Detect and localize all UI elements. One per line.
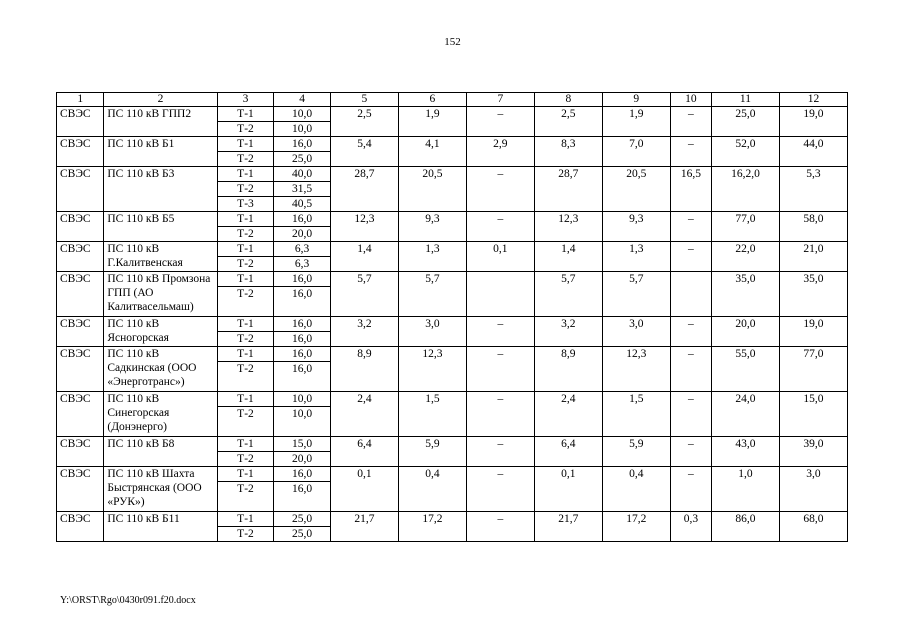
value-cell-col10: – — [670, 212, 711, 242]
value-cell-col12: 5,3 — [779, 167, 847, 212]
substation-name-cell: ПС 110 кВ Г.Калитвенская — [104, 242, 217, 272]
value-cell-col12: 21,0 — [779, 242, 847, 272]
transformer-id-cell: Т-2 — [217, 152, 274, 167]
value-cell-col12: 19,0 — [779, 107, 847, 137]
value-cell-col10: – — [670, 242, 711, 272]
value-cell-col9: 17,2 — [602, 512, 670, 542]
table-row — [57, 272, 848, 287]
column-header: 8 — [534, 93, 602, 107]
value-cell-col12: 58,0 — [779, 212, 847, 242]
value-cell-col11: 20,0 — [711, 317, 779, 347]
value-cell-col7: – — [466, 317, 534, 347]
substation-name-cell: ПС 110 кВ Б3 — [104, 167, 217, 212]
value-cell-col5: 12,3 — [330, 212, 398, 242]
value-cell-col9: 3,0 — [602, 317, 670, 347]
value-cell-col7: – — [466, 437, 534, 467]
value-cell-col6: 0,4 — [398, 467, 466, 512]
column-header: 12 — [779, 93, 847, 107]
value-cell-col5: 8,9 — [330, 347, 398, 392]
transformer-id-cell: Т-3 — [217, 197, 274, 212]
value-cell-col10: 0,3 — [670, 512, 711, 542]
owner-cell: СВЭС — [57, 347, 104, 392]
value-cell-col10: 16,5 — [670, 167, 711, 212]
owner-cell: СВЭС — [57, 467, 104, 512]
transformer-power-cell: 10,0 — [274, 407, 331, 437]
table-row — [57, 467, 848, 482]
transformer-power-cell: 10,0 — [274, 107, 331, 122]
value-cell-col11: 86,0 — [711, 512, 779, 542]
transformer-power-cell: 16,0 — [274, 347, 331, 362]
transformer-id-cell: Т-1 — [217, 272, 274, 287]
value-cell-col11: 1,0 — [711, 467, 779, 512]
transformer-power-cell: 10,0 — [274, 122, 331, 137]
value-cell-col8: 5,7 — [534, 272, 602, 317]
value-cell-col5: 2,5 — [330, 107, 398, 137]
value-cell-col11: 22,0 — [711, 242, 779, 272]
data-table — [56, 92, 848, 542]
value-cell-col6: 12,3 — [398, 347, 466, 392]
value-cell-col5: 3,2 — [330, 317, 398, 347]
transformer-id-cell: Т-2 — [217, 362, 274, 392]
value-cell-col5: 0,1 — [330, 467, 398, 512]
transformer-power-cell: 25,0 — [274, 512, 331, 527]
value-cell-col7: – — [466, 392, 534, 437]
value-cell-col9: 5,7 — [602, 272, 670, 317]
column-header: 3 — [217, 93, 274, 107]
value-cell-col8: 0,1 — [534, 467, 602, 512]
value-cell-col5: 5,4 — [330, 137, 398, 167]
value-cell-col9: 9,3 — [602, 212, 670, 242]
owner-cell: СВЭС — [57, 107, 104, 137]
value-cell-col9: 5,9 — [602, 437, 670, 467]
value-cell-col6: 4,1 — [398, 137, 466, 167]
value-cell-col6: 20,5 — [398, 167, 466, 212]
owner-cell: СВЭС — [57, 212, 104, 242]
value-cell-col8: 3,2 — [534, 317, 602, 347]
substation-name-cell: ПС 110 кВ ГПП2 — [104, 107, 217, 137]
transformer-power-cell: 16,0 — [274, 467, 331, 482]
owner-cell: СВЭС — [57, 392, 104, 437]
value-cell-col7: – — [466, 512, 534, 542]
value-cell-col10: – — [670, 137, 711, 167]
value-cell-col6: 1,5 — [398, 392, 466, 437]
transformer-id-cell: Т-2 — [217, 332, 274, 347]
table-row — [57, 167, 848, 182]
value-cell-col10: – — [670, 347, 711, 392]
value-cell-col6: 17,2 — [398, 512, 466, 542]
transformer-id-cell: Т-2 — [217, 122, 274, 137]
transformer-id-cell: Т-1 — [217, 437, 274, 452]
table-row — [57, 107, 848, 122]
transformer-id-cell: Т-1 — [217, 167, 274, 182]
value-cell-col8: 8,9 — [534, 347, 602, 392]
page-number: 152 — [444, 36, 461, 48]
column-header: 7 — [466, 93, 534, 107]
column-header: 6 — [398, 93, 466, 107]
value-cell-col9: 12,3 — [602, 347, 670, 392]
transformer-power-cell: 16,0 — [274, 212, 331, 227]
value-cell-col9: 7,0 — [602, 137, 670, 167]
transformer-id-cell: Т-1 — [217, 347, 274, 362]
transformer-id-cell: Т-1 — [217, 512, 274, 527]
column-header: 4 — [274, 93, 331, 107]
value-cell-col6: 9,3 — [398, 212, 466, 242]
table-row — [57, 392, 848, 407]
transformer-id-cell: Т-2 — [217, 407, 274, 437]
value-cell-col11: 43,0 — [711, 437, 779, 467]
value-cell-col9: 20,5 — [602, 167, 670, 212]
owner-cell: СВЭС — [57, 512, 104, 542]
value-cell-col6: 1,9 — [398, 107, 466, 137]
value-cell-col11: 55,0 — [711, 347, 779, 392]
transformer-power-cell: 40,5 — [274, 197, 331, 212]
owner-cell: СВЭС — [57, 272, 104, 317]
value-cell-col8: 6,4 — [534, 437, 602, 467]
column-header: 10 — [670, 93, 711, 107]
value-cell-col12: 19,0 — [779, 317, 847, 347]
value-cell-col11: 25,0 — [711, 107, 779, 137]
value-cell-col7: 0,1 — [466, 242, 534, 272]
value-cell-col11: 52,0 — [711, 137, 779, 167]
column-header: 11 — [711, 93, 779, 107]
value-cell-col8: 2,5 — [534, 107, 602, 137]
transformer-id-cell: Т-2 — [217, 227, 274, 242]
transformer-power-cell: 6,3 — [274, 242, 331, 257]
transformer-id-cell: Т-1 — [217, 392, 274, 407]
transformer-power-cell: 40,0 — [274, 167, 331, 182]
transformer-id-cell: Т-1 — [217, 212, 274, 227]
transformer-id-cell: Т-2 — [217, 257, 274, 272]
value-cell-col8: 8,3 — [534, 137, 602, 167]
value-cell-col5: 5,7 — [330, 272, 398, 317]
value-cell-col9: 1,5 — [602, 392, 670, 437]
footer-file-path: Y:\ORST\Rgo\0430r091.f20.docx — [60, 595, 196, 606]
value-cell-col10 — [670, 272, 711, 317]
header-row — [57, 93, 848, 107]
value-cell-col6: 5,9 — [398, 437, 466, 467]
value-cell-col5: 6,4 — [330, 437, 398, 467]
owner-cell: СВЭС — [57, 437, 104, 467]
table-row — [57, 317, 848, 332]
value-cell-col12: 77,0 — [779, 347, 847, 392]
substation-name-cell: ПС 110 кВ Б1 — [104, 137, 217, 167]
value-cell-col6: 5,7 — [398, 272, 466, 317]
value-cell-col5: 1,4 — [330, 242, 398, 272]
value-cell-col11: 35,0 — [711, 272, 779, 317]
value-cell-col12: 44,0 — [779, 137, 847, 167]
value-cell-col6: 3,0 — [398, 317, 466, 347]
transformer-id-cell: Т-2 — [217, 527, 274, 542]
transformer-power-cell: 16,0 — [274, 272, 331, 287]
value-cell-col7: – — [466, 107, 534, 137]
substation-name-cell: ПС 110 кВ Шахта Быстрянская (ООО «РУК») — [104, 467, 217, 512]
substation-name-cell: ПС 110 кВ Садкинская (ООО «Энерготранс») — [104, 347, 217, 392]
column-header: 1 — [57, 93, 104, 107]
value-cell-col7: – — [466, 347, 534, 392]
value-cell-col8: 2,4 — [534, 392, 602, 437]
substation-name-cell: ПС 110 кВ Синегорская (Донэнерго) — [104, 392, 217, 437]
value-cell-col7: 2,9 — [466, 137, 534, 167]
transformer-id-cell: Т-2 — [217, 452, 274, 467]
transformer-power-cell: 16,0 — [274, 317, 331, 332]
transformer-id-cell: Т-2 — [217, 182, 274, 197]
transformer-power-cell: 20,0 — [274, 227, 331, 242]
value-cell-col10: – — [670, 392, 711, 437]
substation-name-cell: ПС 110 кВ Б11 — [104, 512, 217, 542]
column-header: 9 — [602, 93, 670, 107]
value-cell-col7: – — [466, 212, 534, 242]
transformer-id-cell: Т-1 — [217, 467, 274, 482]
transformer-power-cell: 31,5 — [274, 182, 331, 197]
column-header: 2 — [104, 93, 217, 107]
transformer-power-cell: 16,0 — [274, 332, 331, 347]
value-cell-col5: 2,4 — [330, 392, 398, 437]
transformer-id-cell: Т-2 — [217, 482, 274, 512]
value-cell-col9: 1,9 — [602, 107, 670, 137]
value-cell-col12: 68,0 — [779, 512, 847, 542]
value-cell-col12: 35,0 — [779, 272, 847, 317]
value-cell-col8: 21,7 — [534, 512, 602, 542]
value-cell-col7 — [466, 272, 534, 317]
value-cell-col5: 28,7 — [330, 167, 398, 212]
substation-name-cell: ПС 110 кВ Промзона ГПП (АО Калитвасельмаш) — [104, 272, 217, 317]
table-row — [57, 437, 848, 452]
value-cell-col5: 21,7 — [330, 512, 398, 542]
substation-name-cell: ПС 110 кВ Ясногорская — [104, 317, 217, 347]
transformer-power-cell: 20,0 — [274, 452, 331, 467]
transformer-power-cell: 15,0 — [274, 437, 331, 452]
value-cell-col11: 16,2,0 — [711, 167, 779, 212]
value-cell-col7: – — [466, 167, 534, 212]
value-cell-col9: 1,3 — [602, 242, 670, 272]
value-cell-col10: – — [670, 317, 711, 347]
value-cell-col7: – — [466, 467, 534, 512]
transformer-id-cell: Т-1 — [217, 317, 274, 332]
value-cell-col8: 12,3 — [534, 212, 602, 242]
transformer-power-cell: 25,0 — [274, 527, 331, 542]
value-cell-col6: 1,3 — [398, 242, 466, 272]
value-cell-col11: 24,0 — [711, 392, 779, 437]
value-cell-col11: 77,0 — [711, 212, 779, 242]
transformer-power-cell: 16,0 — [274, 362, 331, 392]
table-row — [57, 347, 848, 362]
transformer-id-cell: Т-1 — [217, 242, 274, 257]
owner-cell: СВЭС — [57, 137, 104, 167]
value-cell-col8: 1,4 — [534, 242, 602, 272]
value-cell-col10: – — [670, 107, 711, 137]
table-row — [57, 512, 848, 527]
value-cell-col12: 15,0 — [779, 392, 847, 437]
value-cell-col10: – — [670, 467, 711, 512]
table-row — [57, 242, 848, 257]
owner-cell: СВЭС — [57, 317, 104, 347]
value-cell-col12: 39,0 — [779, 437, 847, 467]
transformer-id-cell: Т-1 — [217, 107, 274, 122]
value-cell-col8: 28,7 — [534, 167, 602, 212]
value-cell-col12: 3,0 — [779, 467, 847, 512]
value-cell-col10: – — [670, 437, 711, 467]
transformer-id-cell: Т-2 — [217, 287, 274, 317]
transformer-id-cell: Т-1 — [217, 137, 274, 152]
owner-cell: СВЭС — [57, 242, 104, 272]
table-row — [57, 212, 848, 227]
column-header: 5 — [330, 93, 398, 107]
transformer-power-cell: 16,0 — [274, 482, 331, 512]
transformer-power-cell: 6,3 — [274, 257, 331, 272]
transformer-power-cell: 10,0 — [274, 392, 331, 407]
owner-cell: СВЭС — [57, 167, 104, 212]
substation-name-cell: ПС 110 кВ Б8 — [104, 437, 217, 467]
transformer-power-cell: 16,0 — [274, 287, 331, 317]
value-cell-col9: 0,4 — [602, 467, 670, 512]
substation-name-cell: ПС 110 кВ Б5 — [104, 212, 217, 242]
table-row — [57, 137, 848, 152]
transformer-power-cell: 16,0 — [274, 137, 331, 152]
transformer-power-cell: 25,0 — [274, 152, 331, 167]
